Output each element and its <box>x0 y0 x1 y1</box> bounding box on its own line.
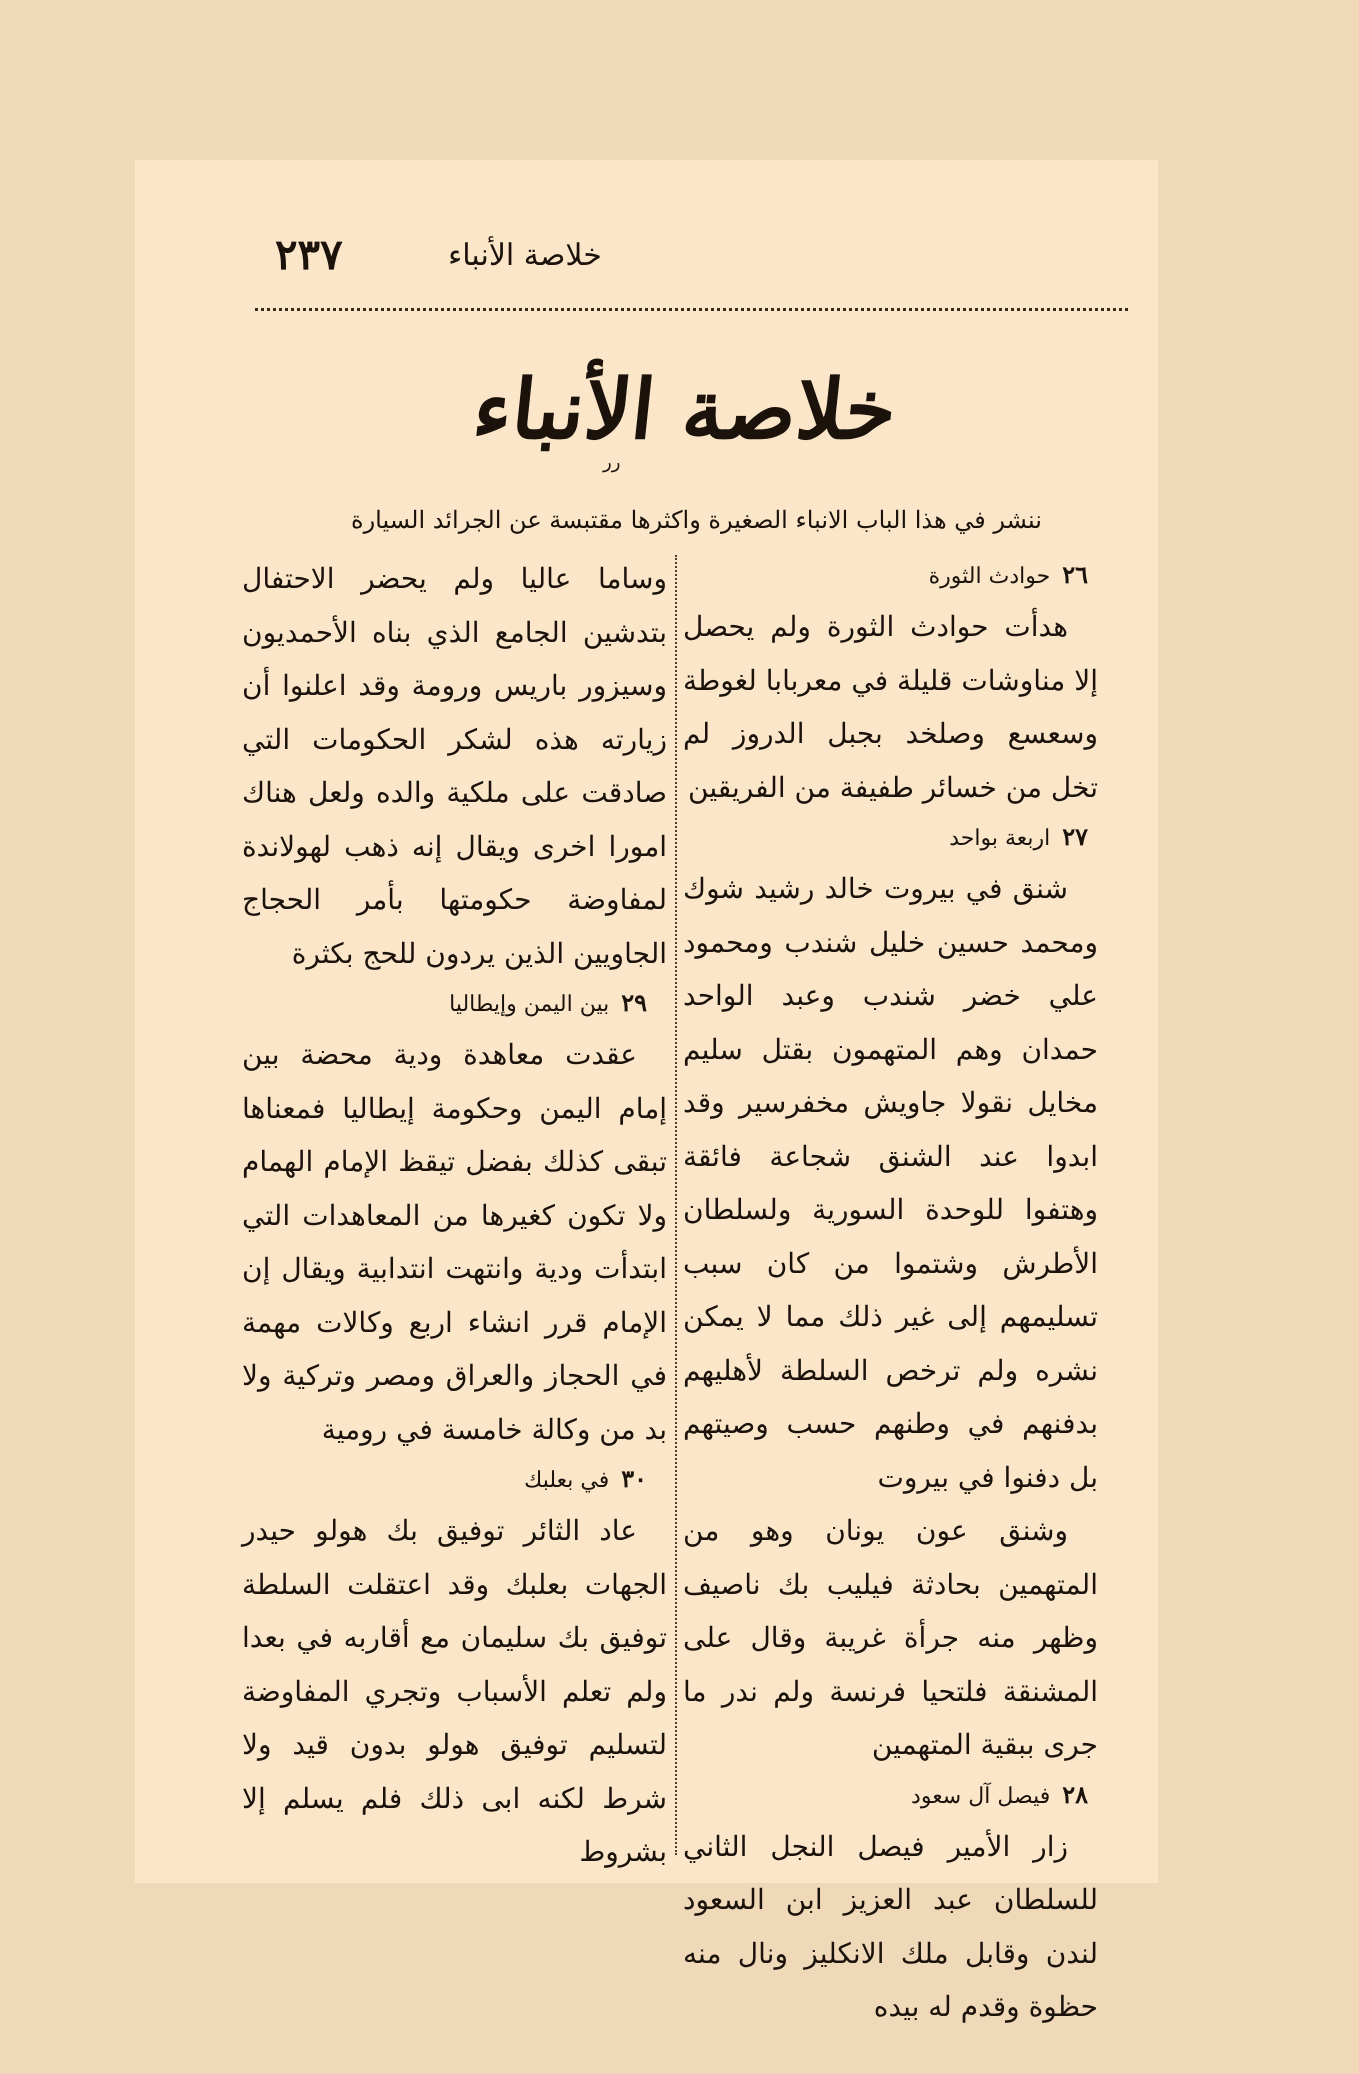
news-paragraph: زار الأمير فيصل النجل الثاني للسلطان عبد العزيز ابن السعود لندن وقابل ملك الانكليز ونال منه حظوة وقدم له بيده <box>683 1829 1098 2023</box>
section-masthead: خلاصة الأنباء <box>468 362 902 458</box>
news-item-heading <box>683 814 1098 862</box>
header-rule <box>255 308 1128 311</box>
news-item-number: ٢٨ <box>1062 1779 1088 1809</box>
document-page <box>135 160 1158 2023</box>
news-item-title: بين اليمن وإيطاليا <box>449 992 610 1017</box>
news-item-title: في بعلبك <box>524 1468 610 1493</box>
news-paragraph: عقدت معاهدة ودية محضة بين إمام اليمن وحكومة إيطاليا فمعناها تبقى كذلك بفضل تيقظ الإمام الهمام ولا تكون كغيرها من المعاهدات التي ابتدأت ودية وانتهت انتدابية ويقال إن الإمام قرر انشاء اربع وكالات مهمة في الحجاز والعراق ومصر وتركية ولا بد من وكالة خامسة في رومية <box>242 1038 667 1446</box>
section-intro: ننشر في هذا الباب الانباء الصغيرة واكثرها مقتبسة عن الجرائد السيارة <box>351 506 1042 534</box>
left-column <box>242 552 667 1879</box>
news-item-heading <box>242 980 667 1028</box>
news-paragraph: عاد الثائر توفيق بك هولو حيدر الجهات بعلبك وقد اعتقلت السلطة توفيق بك سليمان مع أقاربه في بعدا ولم تعلم الأسباب وتجري المفاوضة لتسليم توفيق هولو بدون قيد ولا شرط لكنه ابى ذلك فلم يسلم إلا بشروط <box>242 1514 667 1868</box>
news-paragraph: شنق في بيروت خالد رشيد شوك ومحمد حسين خليل شندب ومحمود علي خضر شندب وعبد الواحد حمدان وهم المتهمون بقتل سليم مخايل نقولا جاويش مخفرسير وقد ابدوا عند الشنق شجاعة فائقة وهتفوا للوحدة السورية ولسلطان الأطرش وشتموا من كان سبب تسليمهم إلى غير ذلك مما لا يمكن نشره ولم ترخص السلطة لأهليهم بدفنهم في وطنهم حسب وصيتهم بل دفنوا في بيروت <box>683 872 1098 1494</box>
masthead-ornament: ﺭﺭ <box>603 452 621 473</box>
news-item-number: ٢٦ <box>1062 560 1088 589</box>
news-item-number: ٢٩ <box>621 988 647 1017</box>
news-item-number: ٣٠ <box>621 1464 647 1493</box>
news-item-title: فيصل آل سعود <box>911 1783 1051 1809</box>
running-header <box>135 230 1158 280</box>
news-item-number: ٢٧ <box>1062 822 1088 851</box>
page-number: ٢٣٧ <box>275 230 343 279</box>
right-column <box>683 552 1098 2034</box>
news-item-heading <box>683 1772 1098 1820</box>
news-paragraph: وساما عاليا ولم يحضر الاحتفال بتدشين الجامع الذي بناه الأحمديون وسيزور باريس ورومة وقد اعلنوا أن زيارته هذه لشكر الحكومات التي صادقت على ملكية والده ولعل هناك امورا اخرى ويقال إنه ذهب لهولاندة لمفاوضة حكومتها بأمر الحجاج الجاويين الذين يردون للحج بكثرة <box>242 562 667 970</box>
running-title: خلاصة الأنباء <box>448 238 602 273</box>
news-paragraph: وشنق عون يونان وهو من المتهمين بحادثة فيليب بك ناصيف وظهر منه جرأة غريبة وقال على المشنقة فلتحيا فرنسة ولم ندر ما جرى ببقية المتهمين <box>683 1514 1098 1761</box>
news-item-title: اربعة بواحد <box>949 826 1051 851</box>
news-paragraph: هدأت حوادث الثورة ولم يحصل إلا مناوشات قليلة في معربابا لغوطة وسعسع وصلخد بجبل الدروز لم تخل من خسائر طفيفة من الفريقين <box>683 610 1098 804</box>
news-item-heading <box>683 552 1098 600</box>
news-item-title: حوادث الثورة <box>928 564 1051 589</box>
news-item-heading <box>242 1456 667 1504</box>
column-divider <box>675 555 677 1855</box>
